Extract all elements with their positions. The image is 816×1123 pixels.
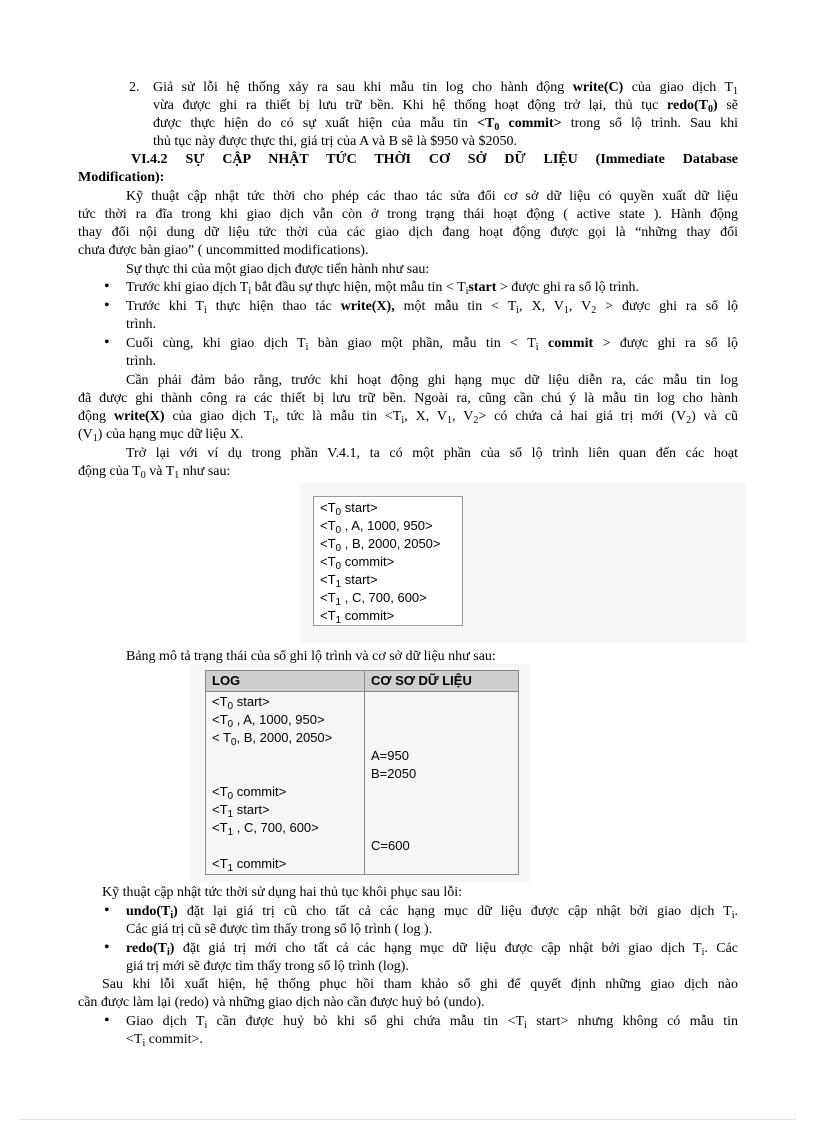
intro-line4: chưa được bàn giao” ( uncommitted modifications). [78,243,369,258]
log-entry: $<T_1$ start> [320,572,378,590]
redo-line2: giá trị mới sẽ được tìm thấy trong sổ lộ trình (log). [126,959,409,974]
intro-line2: tức thời ra đĩa trong khi giao dịch vẫn còn ở trong trạng thái hoạt động ( active state ). Hành động [78,207,738,222]
table-log-entry: $<T_0$ start> [212,694,270,712]
table-db-value: B=2050 [371,766,417,781]
log-entry: $<T_0$ start> [320,500,378,518]
undo-line1: $undo(T_i)$ đặt lại giá trị cũ cho tất cả các hạng mục dữ liệu được cập nhật bởi giao dịch $T_i$. [126,904,738,921]
para2-line6: động của $T_0$ và $T_1$ như sau: [78,464,231,481]
bullet-icon: • [104,278,110,295]
table-db-value: A=950 [371,748,409,763]
table-db-value [371,693,512,711]
intro-line1: Kỹ thuật cập nhật tức thời cho phép các thao tác sửa đổi cơ sở dữ liệu có quyền xuất dữ liệu [126,189,738,204]
item2-line3: được thực hiện do có sự xuất hiện của mẫu tin $<T_0$ commit> trong sổ lộ trình. Sau khi [153,116,738,133]
intro-line5: Sự thực thi của một giao dịch được tiến hành như sau: [126,262,430,277]
step1: Trước khi giao dịch $T_i$ bắt đầu sự thực hiện, một mẫu tin < $T_istart$ > được ghi ra sổ lộ trình. [126,280,640,297]
bullet-icon: • [104,939,110,956]
bullet-icon: • [104,902,110,919]
table-log-entry: $<T_1$ , C, 700, 600> [212,820,319,838]
step3-cont: trình. [126,354,156,369]
section-heading-cont: Modification): [78,170,165,185]
para2-line4: $(V_1)$ của hạng mục dữ liệu X. [78,427,244,444]
bullet-icon: • [104,297,110,314]
table-db-value [371,801,512,819]
section-heading: VI.4.2 SỰ CẬP NHẬT TỨC THỜI CƠ SỞ DỮ LIỆU (Immediate Database [131,152,738,167]
last-bullet-line1: Giao dịch $T_i$ cần được huỷ bỏ khi sổ ghi chứa mẫu tin $<T_i$ start> nhưng không có mẫu tin [126,1014,738,1031]
redo-line1: $redo(T_i)$ đặt giá trị mới cho tất cả các hạng mục dữ liệu được cập nhật bởi giao dịch $T_i$. Các [126,941,738,958]
table-db-value: C=600 [371,838,410,853]
table-db-value [371,729,512,747]
table-caption: Bảng mô tả trạng thái của sổ ghi lộ trình và cơ sở dữ liệu như sau: [126,649,496,664]
table-log-entry [212,765,358,783]
para2-line3: động write(X) của giao dịch $T_i$, tức là mẫu tin $<T_i$, X, $V_1$, $V_2>$ có chứa cả hai giá trị mới $(V_2)$ và cũ [78,409,738,426]
item-number: 2. [129,80,140,95]
table-log-entry: < $T_0$, B, 2000, 2050> [212,730,333,748]
table-log-entry: $<T_1$ commit> [212,856,287,874]
page-footer-divider [20,1119,796,1120]
item2-line2: vừa được ghi ra thiết bị lưu trữ bền. Khi hệ thống hoạt động trở lại, thủ tục $redo(T_0)$ sẽ [153,98,738,115]
log-entry: $<T_0$ , A, 1000, 950> [320,518,433,536]
table-db-value [371,819,512,837]
table-header-log: LOG [206,671,365,692]
para2-line1: Cần phải đảm bảo rằng, trước khi hoạt động ghi hạng mục dữ liệu diễn ra, các mẫu tin log [126,373,738,388]
item2-line1: Giả sử lỗi hệ thống xảy ra sau khi mẫu tin log cho hành động write(C) của giao dịch $T_1$ [153,80,738,97]
bullet-icon: • [104,334,110,351]
bullet-icon: • [104,1012,110,1029]
recovery-para-line1: Sau khi lỗi xuất hiện, hệ thống phục hồi tham khảo sổ ghi để quyết định những giao dịch nào [102,977,738,992]
step3: Cuối cùng, khi giao dịch $T_i$ bàn giao một phần, mẫu tin < $T_i$ commit > được ghi ra sổ lộ [126,336,738,353]
item2-line4: thủ tục này được thực thi, giá trị của A và B sẽ là $950 và $2050. [153,134,517,149]
intro-line3: thay đổi nội dung dữ liệu tức thời của các giao dịch đang hoạt động được gọi là “những thay đổi [78,225,738,240]
table-db-value [371,711,512,729]
log-entry: $<T_0$ commit> [320,554,395,572]
log-column [206,692,365,875]
log-entry: $<T_1$ commit> [320,608,395,626]
table-header-db: CƠ SƠ DỮ LIỆU [365,671,519,692]
recovery-intro: Kỹ thuật cập nhật tức thời sử dụng hai thủ tục khôi phục sau lỗi: [102,885,463,900]
last-bullet-line2: $<T_i$ commit>. [126,1032,203,1049]
table-log-entry [212,747,358,765]
step2: Trước khi $T_i$ thực hiện thao tác write(X), một mẫu tin < $T_i$, X, $V_1$, $V_2$ > được ghi ra sổ lộ [126,299,738,316]
step2-cont: trình. [126,317,156,332]
db-column [365,692,519,875]
table-db-value [371,783,512,801]
table-log-entry: $<T_0$ commit> [212,784,287,802]
recovery-para-line2: cần được làm lại (redo) và những giao dịch nào cần được huỷ bỏ (undo). [78,995,485,1010]
table-log-entry: $<T_1$ start> [212,802,270,820]
log-entry: $<T_1$ , C, 700, 600> [320,590,427,608]
state-table [205,670,519,875]
para2-line2: đã được ghi thành công ra các thiết bị lưu trữ bền. Ngoài ra, cũng cần chú ý là mẫu tin log cho hành [78,391,738,406]
para2-line5: Trở lại với ví dụ trong phần V.4.1, ta có một phần của sổ lộ trình liên quan đến các hoạt [126,446,738,461]
table-log-entry: $<T_0$ , A, 1000, 950> [212,712,325,730]
log-example-box [313,496,463,626]
log-entry: $<T_0$ , B, 2000, 2050> [320,536,441,554]
table-log-entry [212,837,358,855]
undo-line2: Các giá trị cũ sẽ được tìm thấy trong sổ lộ trình ( log ). [126,922,433,937]
table-db-value [371,855,512,873]
